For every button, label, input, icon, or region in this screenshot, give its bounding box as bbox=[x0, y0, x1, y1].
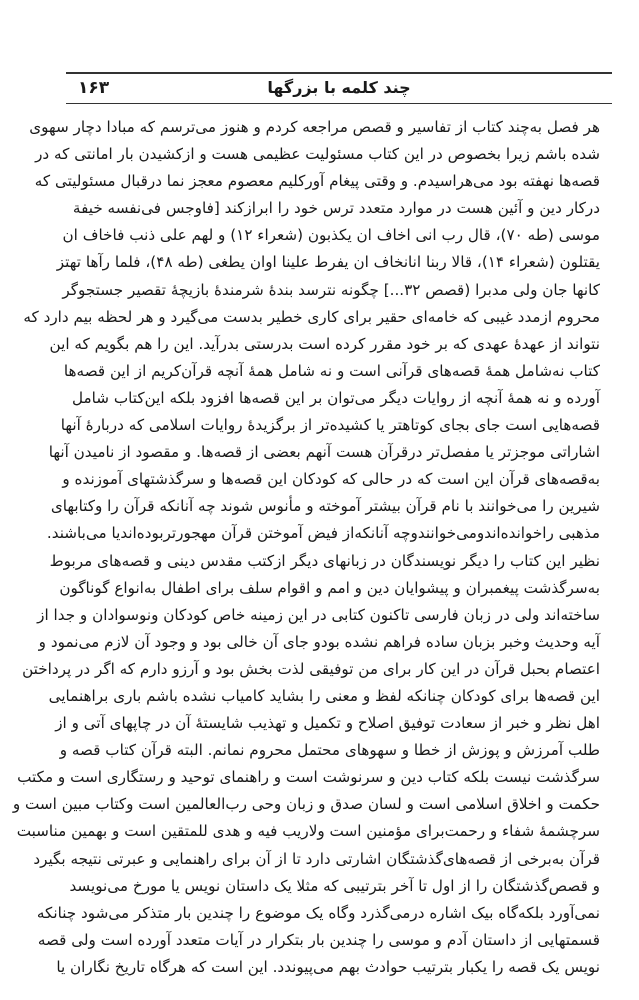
text-line: اعتصام بحبل قرآن در این کار برای من توفیقی لذت بخش بود و آرزو دارم که اگر در پرداختن bbox=[22, 659, 600, 678]
text-line: سرچشمهٔ شفاء و رحمت‌برای مؤمنین است ولاریب فیه و هدی للمتقین است و بهمین مناسبت bbox=[16, 822, 600, 841]
text-line: محروم ازمدد غیبی که خامه‌ای حقیر برای کاری خطیر بدست می‌گیرد و هر لحظه بیم دارد که bbox=[23, 307, 600, 326]
text-line: مذهبی راخوانده‌اندومی‌خوانندوچه آنانکه‌از فیض آموختن قرآن مهجورتربوده‌اندیا می‌باشند. bbox=[46, 524, 600, 543]
text-line: اهل نظر و خبر از سعادت توفیق اصلاح و تکمیل و تهذیب شایستهٔ آن در چاپهای آتی و از bbox=[55, 714, 600, 733]
text-line: نمی‌آورد بلکه‌گاه بیک اشاره درمی‌گذرد وگاه یک موضوع را چندین بار متذکر می‌شود چنانکه bbox=[36, 903, 600, 922]
text-line: قسمتهایی از داستان آدم و موسی را چندین بار بتکرار در آیات متعدد آورده است ولی قصه‌ bbox=[37, 930, 600, 949]
text-line: نویس یک قصه را یکبار بترتیب حوادث بهم می‌پیوندد. این است که هرگاه تاریخ نگاران یا bbox=[56, 957, 600, 976]
text-line: حکمت و اخلاق اسلامی است و لسان صدق و زبان وحی رب‌العالمین است وکتاب مبین است و bbox=[12, 795, 600, 814]
text-line: قرآن به‌برخی از قصه‌های‌گذشتگان اشارتی دارد تا از آن برای راهنمایی و عبرتی نتیجه بگیرد bbox=[33, 849, 600, 868]
body-text bbox=[12, 114, 600, 981]
text-line: کتاب نه‌شامل همهٔ قصه‌های قرآنی است و نه شامل همهٔ آنچه قرآن‌کریم از این قصه‌ها bbox=[63, 361, 600, 380]
text-line: درکار دین و آئین هست در موارد متعدد ترس خود را ابرازکند [فاوجس فی‌نفسه خیفة bbox=[72, 199, 600, 218]
text-line: آورده و نه همهٔ آنچه از روایات دیگر می‌توان بر این قصه‌ها افزود بلکه این‌کتاب شامل bbox=[72, 388, 600, 407]
text-line: موسی (طه ۷۰)، قال رب انی اخاف ان یکذبون (شعراء ۱۲) و لهم علی ذنب فاخاف ان bbox=[62, 226, 600, 245]
text-line: این قصه‌ها برای کودکان چنانکه لفظ و معنی را بشاید کامیاب نشده باشم باری براهنمایی bbox=[48, 686, 600, 705]
text-line: هر فصل به‌چند کتاب از تفاسیر و قصص مراجعه کردم و هنوز می‌ترسم که مبادا دچار سهوی bbox=[29, 118, 600, 136]
page-number: ۱۶۳ bbox=[78, 78, 110, 98]
text-line: آیه وحدیث وخبر بزبان ساده فراهم نشده بودو جای آن خالی بود و وجود آن لازم می‌نمود و bbox=[38, 632, 600, 651]
text-line: اشاراتی موجزتر یا مفصل‌تر درقرآن هست آنهم بعضی از قصه‌ها. و مقصود از نامیدن آنها bbox=[48, 443, 600, 462]
text-line: نظیر این کتاب را دیگر نویسندگان در زبانهای دیگر ازکتب مقدس دینی و قصه‌های مربوط bbox=[49, 551, 600, 570]
text-line: به‌سرگذشت پیغمبران و پیشوایان دین و امم و اقوام سلف برای اطفال به‌انواع گوناگون bbox=[59, 578, 600, 597]
text-line: قصه‌هایی است جای بجای کوتاهتر یا کشیده‌تر از برگزیدهٔ روایات اسلامی که دربارهٔ آنها bbox=[60, 416, 600, 435]
header-bottom-rule bbox=[66, 103, 612, 104]
text-line: سرگذشت نیست بلکه کتاب دین و سرنوشت است و راهنمای توحید و رستگاری است و مکتب bbox=[17, 768, 600, 787]
text-line: طلب آمرزش و پوزش از خطا و سهوهای محتمل محروم نمانم. البته قرآن کتاب قصه و bbox=[59, 741, 600, 760]
text-line: شده باشم زیرا بخصوص در این کتاب مسئولیت عظیمی هست و ازکشیدن بار امانتی که در bbox=[35, 145, 600, 164]
text-line: ساخته‌اند ولی در زبان فارسی تاکنون کتابی در این زمینه خاص کودکان ونوسوادان و جدا از bbox=[37, 605, 600, 624]
text-line: کانها جان ولی مدبرا (قصص ۳۲...] چگونه نترسد بندهٔ شرمندهٔ بازیچهٔ تقصیر جستجوگر bbox=[62, 280, 600, 299]
text-line: نتواند از عهدهٔ عهدی که بر خود مقرر کرده است بدرستی بدرآید. این را هم بگویم که این bbox=[49, 334, 600, 353]
text-line: به‌قصه‌های قرآن این است که در حالی که کودکان این قصه‌ها و سرگذشتهای آموزنده و bbox=[62, 470, 600, 489]
text-line: و قصص‌گذشتگان را از اول تا آخر بترتیبی که مثلا یک داستان نویس یا مورخ می‌نویسد bbox=[69, 876, 600, 895]
header-top-rule bbox=[66, 72, 612, 74]
text-line: قصه‌ها نهفته بود می‌هراسیدم. و وقتی پیغام آورکلیم معصوم معجز نما درقبال مسئولیتی که bbox=[34, 172, 600, 191]
text-line: شیرین را می‌خوانند با نام قرآن بیشتر آموخته و مأنوس شوند چه آنانکه قرآن را وکتابهای bbox=[50, 497, 600, 516]
running-title: چند کلمه با بزرگها bbox=[267, 78, 411, 97]
text-line: یقتلون (شعراء ۱۴)، قالا ربنا انانخاف ان یفرط علینا اوان یطغی (طه ۴۸)، فلما رآها تهتز bbox=[56, 253, 600, 272]
